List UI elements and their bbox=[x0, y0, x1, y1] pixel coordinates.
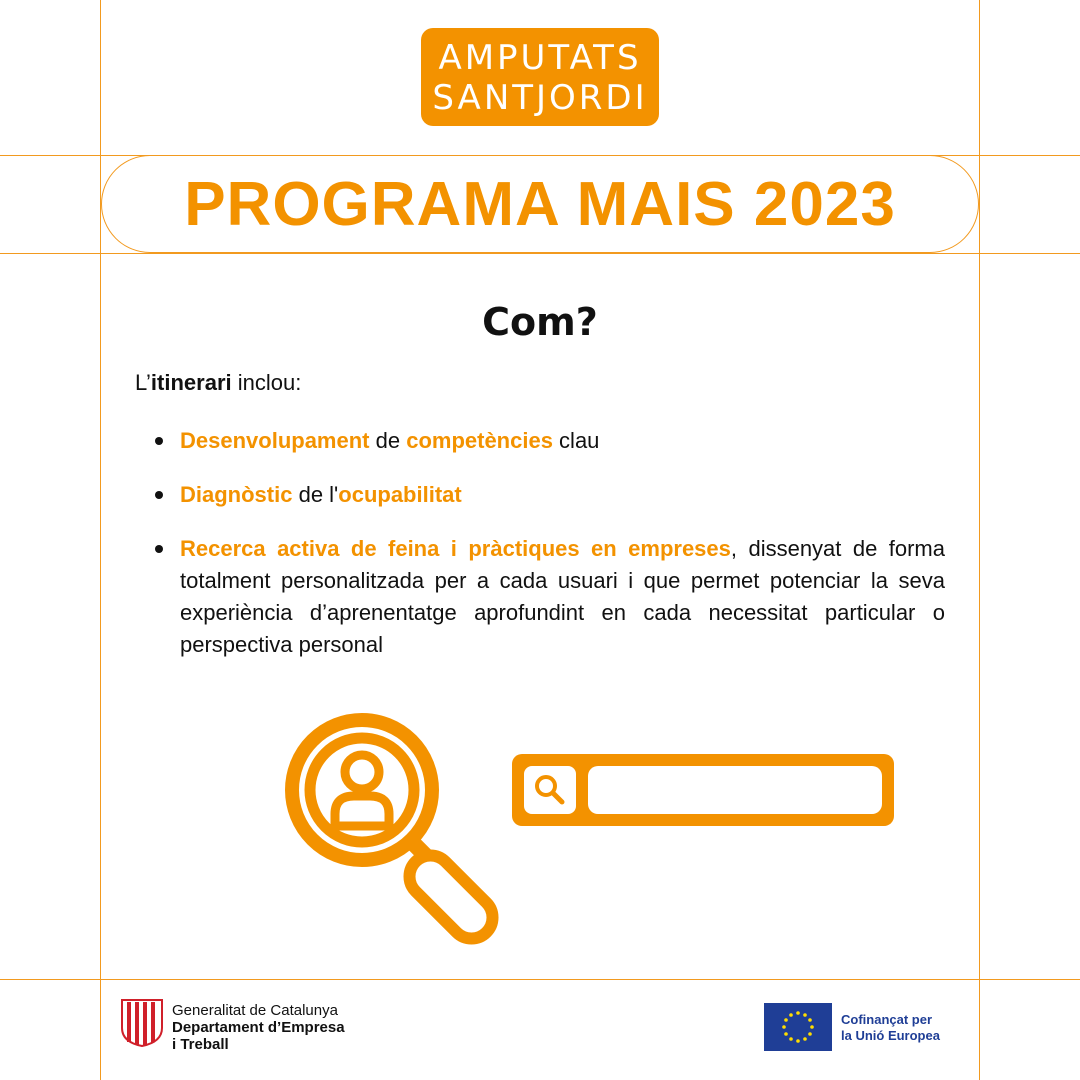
eu-stars bbox=[764, 1003, 832, 1051]
intro-post: inclou: bbox=[231, 370, 302, 395]
page-title: PROGRAMA MAIS 2023 bbox=[184, 170, 896, 239]
intro-bold: itinerari bbox=[150, 370, 232, 395]
intro-pre: L’ bbox=[135, 370, 151, 395]
search-bar-illustration bbox=[512, 754, 894, 826]
bullet-list bbox=[180, 425, 945, 683]
amputats-logo bbox=[421, 28, 659, 126]
eu-line2: la Unió Europea bbox=[841, 1028, 940, 1043]
highlight: Recerca activa de feina i pràctiques en empreses bbox=[180, 536, 731, 561]
intro-text bbox=[135, 370, 301, 396]
guide-line-title-bottom bbox=[0, 253, 1080, 254]
highlight: Diagnòstic bbox=[180, 482, 293, 507]
catalan-flag-icon bbox=[120, 998, 164, 1048]
generalitat-text bbox=[172, 1002, 345, 1053]
generalitat-line3: i Treball bbox=[172, 1036, 229, 1053]
eu-flag-icon bbox=[764, 1003, 832, 1051]
title-banner bbox=[101, 155, 979, 253]
highlight: competències bbox=[406, 428, 553, 453]
list-item bbox=[180, 479, 945, 511]
magnifier-person-icon bbox=[282, 710, 522, 950]
bullet-dot bbox=[155, 545, 163, 553]
list-text: clau bbox=[552, 428, 600, 453]
list-text: de bbox=[369, 428, 407, 453]
eu-line1: Cofinançat per bbox=[841, 1012, 933, 1027]
logo-line2: SANTJORDI bbox=[432, 78, 648, 118]
section-heading: Com? bbox=[482, 300, 598, 344]
eu-text bbox=[841, 1012, 940, 1044]
guide-line-footer bbox=[0, 979, 1080, 980]
search-icon-box bbox=[524, 766, 576, 814]
bullet-dot bbox=[155, 491, 163, 499]
list-item bbox=[180, 533, 945, 661]
generalitat-logo bbox=[120, 998, 345, 1053]
highlight: Desenvolupament bbox=[180, 428, 370, 453]
list-text: de l' bbox=[292, 482, 339, 507]
logo-line1: AMPUTATS bbox=[438, 38, 642, 78]
search-icon bbox=[524, 766, 576, 814]
list-text: , dissenyat de forma totalment personalitzada per a cada usuari i que permet potenciar la seva experiència d’aprenentatge aprofundint en cada necessitat particular o perspectiva personal bbox=[180, 536, 945, 657]
search-field-illustration bbox=[588, 766, 882, 814]
generalitat-line1: Generalitat de Catalunya bbox=[172, 1002, 338, 1019]
generalitat-line2: Departament d’Empresa bbox=[172, 1019, 345, 1036]
guide-line-right bbox=[979, 0, 980, 1080]
list-item bbox=[180, 425, 945, 457]
highlight: ocupabilitat bbox=[338, 482, 462, 507]
bullet-dot bbox=[155, 437, 163, 445]
guide-line-left bbox=[100, 0, 101, 1080]
